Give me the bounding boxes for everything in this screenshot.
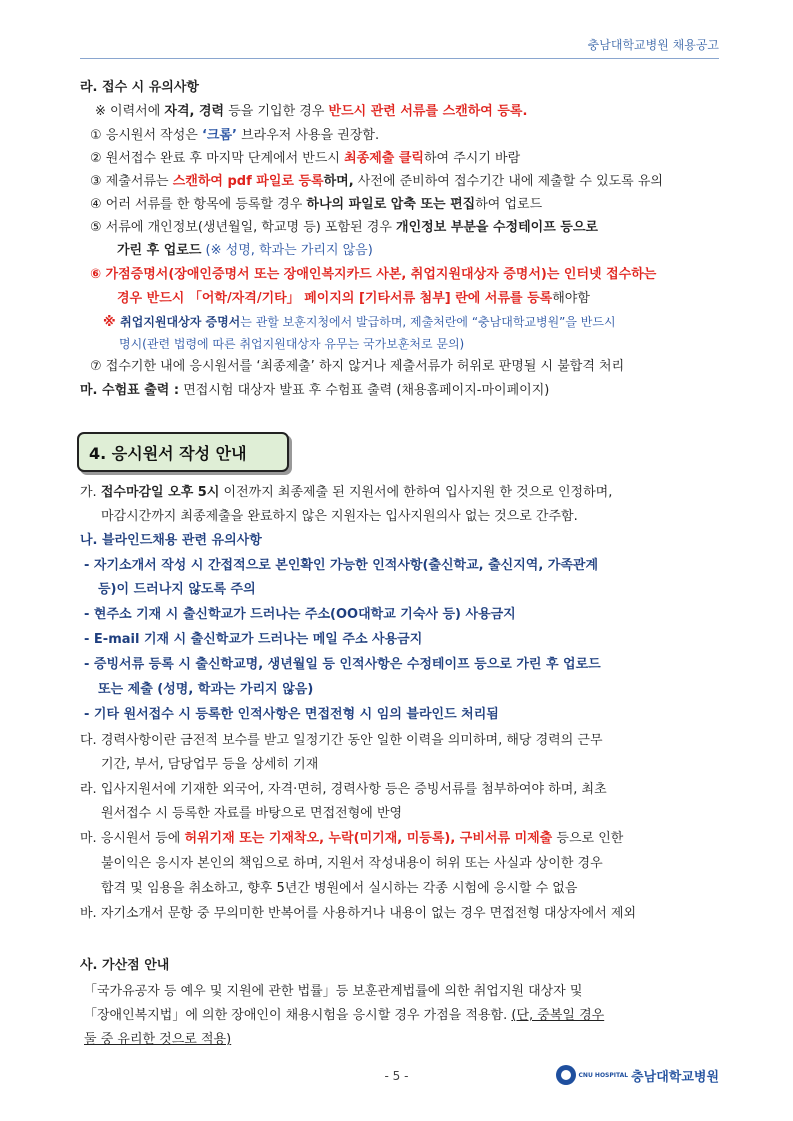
page-number: - 5 - xyxy=(384,1069,409,1083)
sa-line2: 「장애인복지법」에 의한 장애인이 채용시험을 응시할 경우 가점을 적용함. (단, 중복일 경우 xyxy=(84,1008,605,1023)
item-6-line2: 경우 반드시 「어학/자격/기타」 페이지의 [기타서류 첨부] 란에 서류를 등록해야함 xyxy=(117,291,590,306)
sa-line1: 「국가유공자 등 예우 및 지원에 관한 법률」등 보훈관계법률에 의한 취업지원 대상자 및 xyxy=(84,984,583,999)
na-bullet-4a: - 증빙서류 등록 시 출신학교명, 생년월일 등 인적사항은 수정테이프 등으로 가린 후 업로드 xyxy=(84,657,601,672)
ga-line2: 마감시간까지 최종제출을 완료하지 않은 지원자는 입사지원의사 없는 것으로 간주함. xyxy=(101,509,578,524)
item-6-line1: ⑥ 가점증명서(장애인증명서 또는 장애인복지카드 사본, 취업지원대상자 증명서)는 인터넷 접수하는 xyxy=(90,267,657,282)
hospital-logo xyxy=(556,1065,719,1085)
ra-line2: 원서접수 시 등록한 자료를 바탕으로 면접전형에 반영 xyxy=(101,806,403,821)
na-bullet-5: - 기타 원서접수 시 등록한 인적사항은 면접전형 시 임의 블라인드 처리됨 xyxy=(84,707,499,722)
item-3: ③ 제출서류는 스캔하여 pdf 파일로 등록하며, 사전에 준비하여 접수기간 내에 제출할 수 있도록 유의 xyxy=(90,174,663,189)
ra-line1: 라. 입사지원서에 기재한 외국어, 자격·면허, 경력사항 등은 증빙서류를 첨부하여야 하며, 최초 xyxy=(80,782,607,797)
hospital-emblem-icon xyxy=(556,1065,576,1085)
note-scan: ※ 이력서에 자격, 경력 등을 기입한 경우 반드시 관련 서류를 스캔하여 등록. xyxy=(95,104,528,119)
note-veteran-line1: ※ 취업지원대상자 증명서는 관할 보훈지청에서 발급하며, 제출처란에 “충남대학교병원”을 반드시 xyxy=(103,315,616,330)
da-line1: 다. 경력사항이란 금전적 보수를 받고 일정기간 동안 일한 이력을 의미하며, 해당 경력의 근무 xyxy=(80,733,603,748)
logo-abbrev: CNU HOSPITAL xyxy=(578,1071,629,1079)
na-bullet-3: - E-mail 기재 시 출신학교가 드러나는 메일 주소 사용금지 xyxy=(84,632,423,647)
item-4: ④ 어러 서류를 한 항목에 등록할 경우 하나의 파일로 압축 또는 편집하여 업로드 xyxy=(90,197,543,212)
ma-line3: 합격 및 임용을 취소하고, 향후 5년간 병원에서 실시하는 각종 시험에 응시할 수 없음 xyxy=(101,881,578,896)
na-bullet-1a: - 자기소개서 작성 시 간접적으로 본인확인 가능한 인적사항(출신학교, 출신지역, 가족관계 xyxy=(84,558,599,573)
ga-line1: 가. 접수마감일 오후 5시 이전까지 최종제출 된 지원서에 한하여 입사지원 한 것으로 인정하며, xyxy=(80,485,613,500)
ma-line2: 불이익은 응시자 본인의 책임으로 하며, 지원서 작성내용이 허위 또는 사실과 상이한 경우 xyxy=(101,856,603,871)
na-bullet-4b: 또는 제출 (성명, 학과는 가리지 않음) xyxy=(98,682,314,697)
item-5-line2: 가린 후 업로드 (※ 성명, 학과는 가리지 않음) xyxy=(117,243,373,258)
ba-line: 바. 자기소개서 문항 중 무의미한 반복어를 사용하거나 내용이 없는 경우 면접전형 대상자에서 제외 xyxy=(80,906,637,921)
logo-text: 충남대학교병원 xyxy=(631,1069,719,1085)
item-2: ② 원서접수 완료 후 마지막 단계에서 반드시 최종제출 클릭하여 주시기 바람 xyxy=(90,151,521,166)
na-bullet-2: - 현주소 기재 시 출신학교가 드러나는 주소(OO대학교 기숙사 등) 사용금지 xyxy=(84,607,516,622)
ma-line1: 마. 응시원서 등에 허위기재 또는 기재착오, 누락(미기재, 미등록), 구비서류 미제출 등으로 인한 xyxy=(80,831,624,846)
item-1: ① 응시원서 작성은 ‘크롬’ 브라우저 사용을 권장함. xyxy=(90,128,380,143)
section-ma: 마. 수험표 출력 : 면접시험 대상자 발표 후 수험표 출력 (채용홈페이지-마이페이지) xyxy=(80,383,550,398)
item-7: ⑦ 접수기한 내에 응시원서를 ‘최종제출’ 하지 않거나 제출서류가 허위로 판명될 시 불합격 처리 xyxy=(90,359,625,374)
section-ra-title: 라. 접수 시 유의사항 xyxy=(80,80,199,95)
section-sa-title: 사. 가산점 안내 xyxy=(80,958,170,973)
header-divider xyxy=(80,58,719,59)
na-bullet-1b: 등)이 드러나지 않도록 주의 xyxy=(98,582,256,597)
da-line2: 기간, 부서, 담당업무 등을 상세히 기재 xyxy=(101,757,319,772)
sa-line3: 둘 중 유리한 것으로 적용) xyxy=(84,1032,232,1047)
header-title: 충남대학교병원 채용공고 xyxy=(587,38,719,52)
note-veteran-line2: 명시(관련 법령에 따른 취업지원대상자 유무는 국가보훈처로 문의) xyxy=(119,337,465,351)
item-5-line1: ⑤ 서류에 개인정보(생년월일, 학교명 등) 포함된 경우 개인정보 부분을 수정테이프 등으로 xyxy=(90,220,598,235)
section-4-heading: 4. 응시원서 작성 안내 xyxy=(77,432,289,472)
na-title: 나. 블라인드채용 관련 유의사항 xyxy=(80,533,262,548)
